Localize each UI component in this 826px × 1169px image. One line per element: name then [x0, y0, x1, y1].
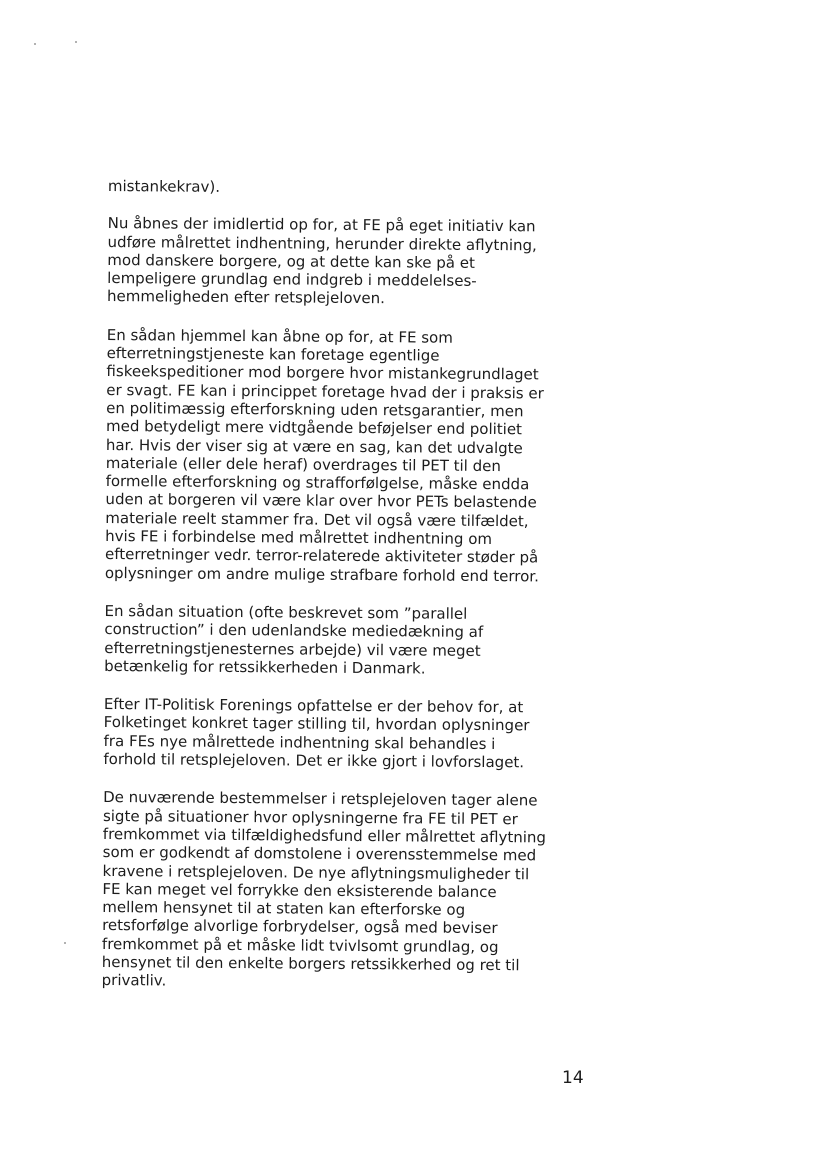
paragraph: Nu åbnes der imidlertid op for, at FE på eget initiativ kan udføre målrettet indhentning, herunder direkte aflytning, mod danskere borgere, og at dette kan ske på et lempeligere grundlag end indgreb i meddelelses- hemmeligheden efter retsplejeloven. [106, 214, 537, 308]
paragraph: Efter IT-Politisk Forenings opfattelse er der behov for, at Folketinget konkret tager stilling til, hvordan oplysninger fra FEs nye målrettede indhentning skal behandles i forhold til retsplejeloven. Det er ikke gjort i lovforslaget. [103, 695, 530, 772]
paragraph: En sådan situation (ofte beskrevet som ”parallel construction” i den udenlandske mediedækning af efterretningstjenesternes arbejde) vil være meget betænkelig for retssikkerheden i Danmark. [104, 601, 484, 678]
paragraph: De nuværende bestemmelser i retsplejeloven tager alene sigte på situationer hvor oplysningerne fra FE til PET er fremkommet via tilfældighedsfund eller målrettet aflytning som er godkendt af domstolene i overensstemmelse med kravene i retsplejeloven. De nye aflytningsmuligheder til FE kan meget vel forrykke den eksisterende balance mellem hensynet til at staten kan efterforske og retsforfølge alvorlige forbrydelser, også med beviser fremkommet på et måske lidt tvivlsomt grundlag, og hensynet til den enkelte borgers retssikkerhed og ret til privatliv. [101, 788, 547, 990]
body-text [101, 177, 588, 1013]
scan-speck [34, 43, 36, 45]
page-number: 14 [562, 1068, 584, 1088]
scan-speck [64, 942, 66, 944]
paragraph: mistankekrav). [107, 177, 221, 196]
scan-speck [75, 41, 77, 43]
paragraph: En sådan hjemmel kan åbne op for, at FE som efterretningstjeneste kan foretage egentlige fiskeekspeditioner mod borgere hvor mistankegrundlaget er svagt. FE kan i princippet foretage hvad der i praksis er en politimæssig efterforskning uden retsgarantier, men med betydeligt mere vidtgående beføjelser end politiet har. Hvis der viser sig at være en sag, kan det udvalgte materiale (eller dele heraf) overdrages til PET til den formelle efterforskning og strafforfølgelse, måske endda uden at borgeren vil være klar over hvor PETs belastende materiale reelt stammer fra. Det vil også være tilfældet, hvis FE i forbindelse med målrettet indhentning om efterretninger vedr. terror-relaterede aktiviteter støder på oplysninger om andre mulige strafbare forhold end terror. [104, 325, 544, 586]
